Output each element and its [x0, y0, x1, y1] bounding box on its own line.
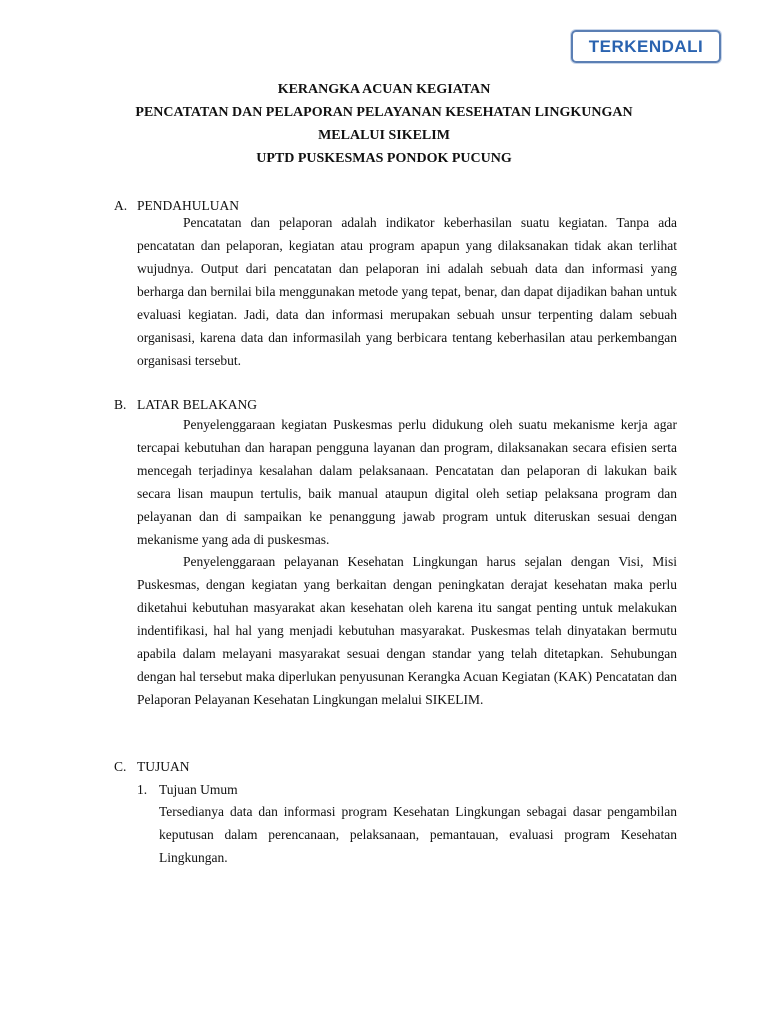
section-c-heading: [114, 757, 190, 777]
section-a-title: PENDAHULUAN: [137, 198, 239, 213]
subsection-c1-heading: [137, 780, 238, 800]
section-c-letter: C.: [114, 759, 127, 774]
section-c-title: TUJUAN: [137, 759, 190, 774]
section-a-letter: A.: [114, 198, 128, 213]
title-line-3: MELALUI SIKELIM: [318, 128, 450, 143]
section-b-letter: B.: [114, 397, 127, 412]
section-a-paragraph-1: Pencatatan dan pelaporan adalah indikator keberhasilan suatu kegiatan. Tanpa ada pencatatan dan pelaporan, kegiatan atau program apapun yang dilaksanakan tidak akan terlihat wujudnya. Output dari pencatatan dan pelaporan ini adalah sebuah data dan informasi yang berharga dan bernilai bila menggunakan metode yang tepat, benar, dan dapat dijadikan bahan untuk evaluasi kegiatan. Jadi, data dan informasi merupakan sebuah unsur terpenting dalam sebuah organisasi, karena data dan informasilah yang berbicara tentang keberhasilan atau perkembangan organisasi tersebut.: [137, 215, 677, 368]
subsection-c1-paragraph: Tersedianya data dan informasi program Kesehatan Lingkungan sebagai dasar pengambilan keputusan dalam perencanaan, pelaksanaan, pemantauan, evaluasi program Kesehatan Lingkungan.: [159, 804, 677, 865]
status-stamp: TERKENDALI: [571, 30, 721, 63]
section-b-heading: [114, 395, 257, 415]
title-line-2: PENCATATAN DAN PELAPORAN PELAYANAN KESEHATAN LINGKUNGAN: [135, 105, 633, 120]
subsection-c1-number: 1.: [137, 782, 148, 797]
document-title: [0, 78, 768, 170]
title-line-1: KERANGKA ACUAN KEGIATAN: [277, 82, 491, 97]
section-b-paragraph-2: Penyelenggaraan pelayanan Kesehatan Lingkungan harus sejalan dengan Visi, Misi Puskesmas, dengan kegiatan yang berkaitan dengan peningkatan derajat kesehatan maka perlu diketahui kebutuhan masyarakat akan kesehatan oleh karena itu sangat penting untuk melakukan indentifikasi, hal hal yang menjadi kebutuhan masyarakat. Puskesmas telah dinyatakan bermutu apabila dalam melayani masyarakat sesuai dengan standar yang telah ditetapkan. Sehubungan dengan hal tersebut maka diperlukan penyusunan Kerangka Acuan Kegiatan (KAK) Pencatatan dan Pelaporan Pelayanan Kesehatan Lingkungan melalui SIKELIM.: [137, 554, 677, 707]
section-b-title: LATAR BELAKANG: [137, 397, 258, 412]
subsection-c1-title: Tujuan Umum: [159, 782, 238, 797]
section-b-paragraph-1: Penyelenggaraan kegiatan Puskesmas perlu didukung oleh suatu mekanisme kerja agar tercapai kebutuhan dan harapan pengguna layanan dan program, dilaksanakan secara efisien serta mencegah terjadinya kesalahan dalam pelaksanaan. Pencatatan dan pelaporan di lakukan baik secara lisan maupun tertulis, baik manual ataupun digital oleh setiap pelaksana program dan pelayanan dan di sampaikan ke penanggung jawab program untuk diteruskan sesuai dengan mekanisme yang ada di puskesmas.: [137, 417, 677, 547]
title-line-4: UPTD PUSKESMAS PONDOK PUCUNG: [256, 151, 512, 166]
